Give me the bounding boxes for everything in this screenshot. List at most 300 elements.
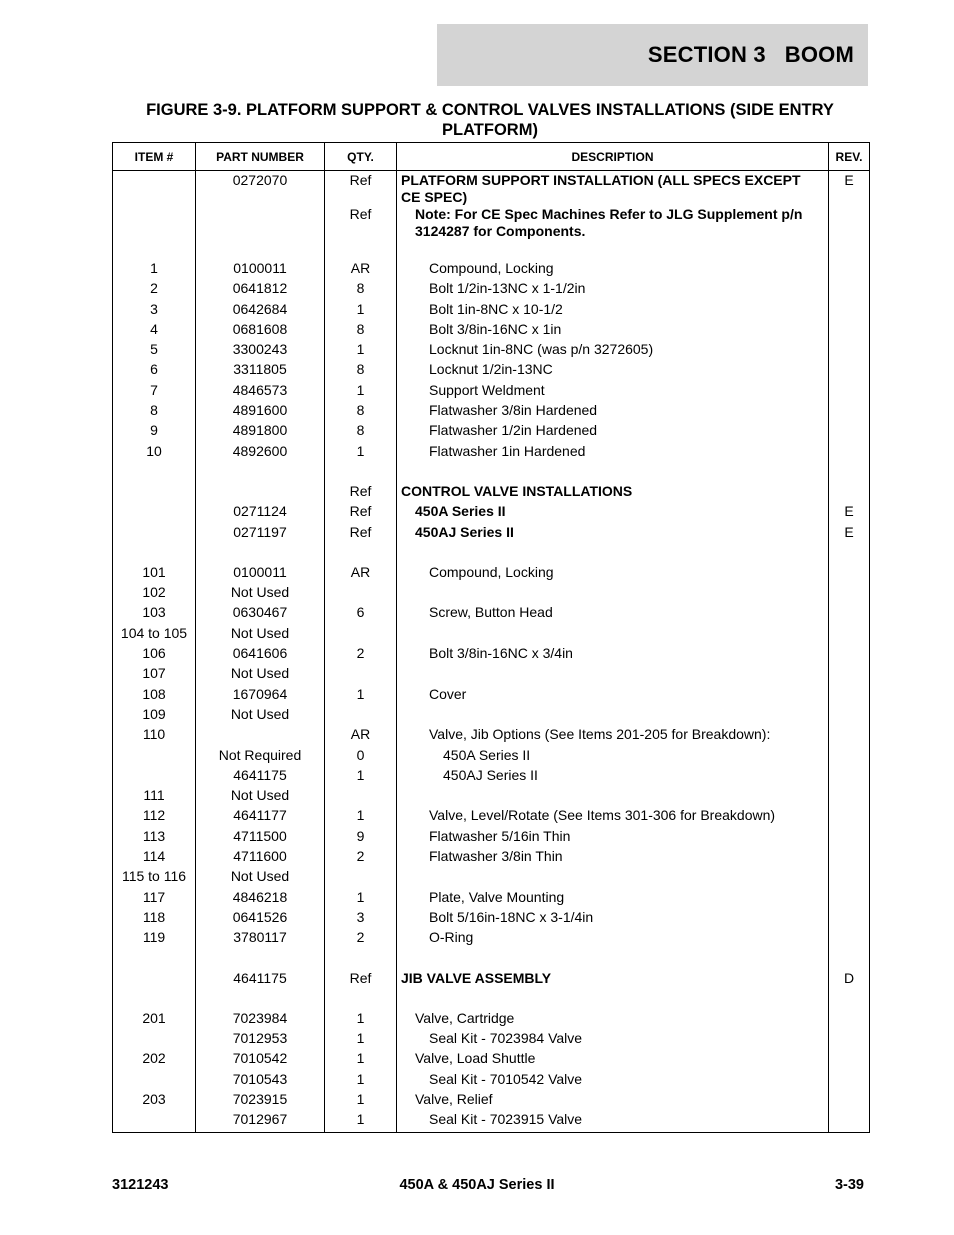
description-text: Valve, Level/Rotate (See Items 301-306 for Breakdown) <box>429 807 776 824</box>
item-cell <box>113 970 196 990</box>
spacer-cell <box>829 950 870 970</box>
part-number-cell: Not Used <box>196 584 325 604</box>
rev-cell <box>829 665 870 685</box>
rev-cell <box>829 280 870 300</box>
description-text: Screw, Button Head <box>429 604 553 621</box>
description-text: 450AJ Series II <box>415 523 514 540</box>
description-cell <box>397 706 829 726</box>
spacer-cell <box>397 240 829 260</box>
part-number-cell: Not Used <box>196 868 325 888</box>
description-cell <box>397 1091 829 1111</box>
description-cell <box>397 171 829 207</box>
qty-cell: 0 <box>325 747 397 767</box>
rev-cell <box>829 929 870 949</box>
part-number-cell: Not Used <box>196 706 325 726</box>
rev-cell <box>829 625 870 645</box>
description-text: CONTROL VALVE INSTALLATIONS <box>401 482 633 499</box>
description-cell <box>397 970 829 990</box>
spacer-cell <box>325 240 397 260</box>
part-number-cell: 1670964 <box>196 686 325 706</box>
qty-cell: 1 <box>325 301 397 321</box>
rev-cell <box>829 604 870 624</box>
part-number-cell: 4711500 <box>196 828 325 848</box>
rev-cell <box>829 301 870 321</box>
part-number-cell: 4891600 <box>196 402 325 422</box>
qty-cell: 1 <box>325 1030 397 1050</box>
rev-cell <box>829 564 870 584</box>
rev-cell <box>829 868 870 888</box>
rev-cell: E <box>829 524 870 544</box>
table-row <box>113 1010 870 1030</box>
qty-cell: 1 <box>325 382 397 402</box>
table-row <box>113 483 870 503</box>
item-cell: 1 <box>113 260 196 280</box>
part-number-cell <box>196 483 325 503</box>
rev-cell: E <box>829 171 870 207</box>
description-text: Valve, Cartridge <box>415 1009 515 1026</box>
description-cell <box>397 747 829 767</box>
item-cell: 102 <box>113 584 196 604</box>
table-row <box>113 1111 870 1132</box>
rev-cell <box>829 686 870 706</box>
description-text: Locknut 1in-8NC (was p/n 3272605) <box>429 341 654 358</box>
part-number-cell: 4846573 <box>196 382 325 402</box>
table-row <box>113 422 870 442</box>
header-qty: QTY. <box>325 143 397 171</box>
part-number-cell: 7023915 <box>196 1091 325 1111</box>
description-cell <box>397 625 829 645</box>
qty-cell: 1 <box>325 889 397 909</box>
table-row <box>113 171 870 207</box>
rev-cell <box>829 402 870 422</box>
description-text: Compound, Locking <box>429 563 554 580</box>
item-cell <box>113 1111 196 1132</box>
description-cell <box>397 422 829 442</box>
description-cell <box>397 321 829 341</box>
qty-cell: 1 <box>325 1050 397 1070</box>
description-cell <box>397 848 829 868</box>
item-cell: 110 <box>113 726 196 746</box>
table-spacer-row <box>113 240 870 260</box>
item-cell: 103 <box>113 604 196 624</box>
part-number-cell: Not Used <box>196 625 325 645</box>
item-cell <box>113 524 196 544</box>
rev-cell <box>829 726 870 746</box>
spacer-cell <box>829 463 870 483</box>
part-number-cell: Not Used <box>196 787 325 807</box>
description-cell <box>397 1010 829 1030</box>
spacer-cell <box>113 950 196 970</box>
part-number-cell: 0100011 <box>196 260 325 280</box>
rev-cell <box>829 443 870 463</box>
rev-cell <box>829 909 870 929</box>
rev-cell <box>829 807 870 827</box>
item-cell: 6 <box>113 361 196 381</box>
spacer-cell <box>113 463 196 483</box>
description-text: Note: For CE Spec Machines Refer to JLG Supplement p/n 3124287 for Components. <box>415 206 803 239</box>
description-text: Flatwasher 1/2in Hardened <box>429 422 598 439</box>
description-cell <box>397 665 829 685</box>
part-number-cell: Not Used <box>196 665 325 685</box>
table-spacer-row <box>113 463 870 483</box>
description-cell <box>397 301 829 321</box>
spacer-cell <box>397 950 829 970</box>
part-number-cell: 4892600 <box>196 443 325 463</box>
table-row <box>113 625 870 645</box>
description-cell <box>397 726 829 746</box>
spacer-cell <box>325 544 397 564</box>
table-row <box>113 1091 870 1111</box>
table-row <box>113 1050 870 1070</box>
table-row <box>113 604 870 624</box>
description-text: Flatwasher 1in Hardened <box>429 442 586 459</box>
part-number-cell: 7010542 <box>196 1050 325 1070</box>
part-number-cell <box>196 206 325 240</box>
item-cell: 117 <box>113 889 196 909</box>
description-cell <box>397 868 829 888</box>
table-row <box>113 361 870 381</box>
description-cell <box>397 1050 829 1070</box>
table-row <box>113 1071 870 1091</box>
description-text: Bolt 1in-8NC x 10-1/2 <box>429 300 563 317</box>
qty-cell: AR <box>325 726 397 746</box>
description-text: 450A Series II <box>415 503 506 520</box>
description-text: PLATFORM SUPPORT INSTALLATION (ALL SPECS EXCEPT CE SPEC) <box>401 172 801 205</box>
item-cell: 115 to 116 <box>113 868 196 888</box>
item-cell: 109 <box>113 706 196 726</box>
rev-cell <box>829 1111 870 1132</box>
spacer-cell <box>196 240 325 260</box>
qty-cell: AR <box>325 260 397 280</box>
part-number-cell: 4641177 <box>196 807 325 827</box>
table-row <box>113 443 870 463</box>
description-cell <box>397 604 829 624</box>
spacer-cell <box>829 240 870 260</box>
part-number-cell: 0642684 <box>196 301 325 321</box>
header-item: ITEM # <box>113 143 196 171</box>
spacer-cell <box>113 544 196 564</box>
qty-cell: 3 <box>325 909 397 929</box>
rev-cell <box>829 1050 870 1070</box>
part-number-cell: 4711600 <box>196 848 325 868</box>
description-text: Plate, Valve Mounting <box>429 888 565 905</box>
description-text: Bolt 1/2in-13NC x 1-1/2in <box>429 280 586 297</box>
qty-cell: 8 <box>325 402 397 422</box>
qty-cell: 9 <box>325 828 397 848</box>
description-cell <box>397 889 829 909</box>
table-row <box>113 280 870 300</box>
part-number-cell: 0271197 <box>196 524 325 544</box>
rev-cell <box>829 787 870 807</box>
item-cell: 201 <box>113 1010 196 1030</box>
qty-cell <box>325 665 397 685</box>
qty-cell: 2 <box>325 848 397 868</box>
item-cell: 108 <box>113 686 196 706</box>
item-cell: 106 <box>113 645 196 665</box>
description-cell <box>397 584 829 604</box>
qty-cell: 1 <box>325 1091 397 1111</box>
qty-cell: 8 <box>325 361 397 381</box>
rev-cell <box>829 706 870 726</box>
table-row <box>113 889 870 909</box>
qty-cell: 8 <box>325 422 397 442</box>
table-row <box>113 868 870 888</box>
description-cell <box>397 929 829 949</box>
parts-table-body <box>113 171 870 1133</box>
part-number-cell: 0272070 <box>196 171 325 207</box>
item-cell <box>113 503 196 523</box>
item-cell: 113 <box>113 828 196 848</box>
part-number-cell: 3300243 <box>196 341 325 361</box>
item-cell: 104 to 105 <box>113 625 196 645</box>
qty-cell: Ref <box>325 206 397 240</box>
item-cell: 119 <box>113 929 196 949</box>
table-row <box>113 645 870 665</box>
item-cell: 2 <box>113 280 196 300</box>
rev-cell <box>829 1071 870 1091</box>
table-row <box>113 787 870 807</box>
table-row <box>113 206 870 240</box>
table-row <box>113 909 870 929</box>
qty-cell: 2 <box>325 929 397 949</box>
qty-cell: 8 <box>325 321 397 341</box>
description-text: Support Weldment <box>429 381 545 398</box>
description-cell <box>397 828 829 848</box>
spacer-cell <box>829 544 870 564</box>
description-cell <box>397 787 829 807</box>
qty-cell: Ref <box>325 503 397 523</box>
description-cell <box>397 361 829 381</box>
footer-doc-number: 3121243 <box>112 1177 169 1193</box>
item-cell <box>113 747 196 767</box>
part-number-cell: 0100011 <box>196 564 325 584</box>
description-cell <box>397 807 829 827</box>
qty-cell: 1 <box>325 1010 397 1030</box>
rev-cell <box>829 382 870 402</box>
spacer-cell <box>113 240 196 260</box>
item-cell <box>113 483 196 503</box>
rev-cell <box>829 828 870 848</box>
header-part-number: PART NUMBER <box>196 143 325 171</box>
qty-cell: Ref <box>325 171 397 207</box>
item-cell: 112 <box>113 807 196 827</box>
header-description: DESCRIPTION <box>397 143 829 171</box>
rev-cell <box>829 321 870 341</box>
table-row <box>113 564 870 584</box>
table-row <box>113 726 870 746</box>
rev-cell <box>829 361 870 381</box>
part-number-cell: 7010543 <box>196 1071 325 1091</box>
item-cell: 111 <box>113 787 196 807</box>
item-cell: 101 <box>113 564 196 584</box>
rev-cell <box>829 483 870 503</box>
description-cell <box>397 645 829 665</box>
item-cell: 202 <box>113 1050 196 1070</box>
spacer-cell <box>325 950 397 970</box>
description-text: O-Ring <box>429 929 474 946</box>
table-row <box>113 1030 870 1050</box>
rev-cell <box>829 260 870 280</box>
part-number-cell: 4641175 <box>196 767 325 787</box>
item-cell: 118 <box>113 909 196 929</box>
part-number-cell: 7012967 <box>196 1111 325 1132</box>
description-text: Seal Kit - 7023915 Valve <box>429 1111 583 1128</box>
qty-cell: 1 <box>325 341 397 361</box>
rev-cell <box>829 1010 870 1030</box>
table-row <box>113 747 870 767</box>
description-text: Valve, Jib Options (See Items 201-205 for Breakdown): <box>429 726 771 743</box>
rev-cell <box>829 584 870 604</box>
item-cell: 9 <box>113 422 196 442</box>
description-text: JIB VALVE ASSEMBLY <box>401 969 552 986</box>
item-cell: 114 <box>113 848 196 868</box>
item-cell <box>113 1030 196 1050</box>
description-cell <box>397 767 829 787</box>
description-text: Bolt 3/8in-16NC x 1in <box>429 320 562 337</box>
item-cell: 3 <box>113 301 196 321</box>
qty-cell: Ref <box>325 483 397 503</box>
description-cell <box>397 280 829 300</box>
description-text: Compound, Locking <box>429 260 554 276</box>
rev-cell <box>829 1030 870 1050</box>
table-spacer-row <box>113 990 870 1010</box>
spacer-cell <box>325 463 397 483</box>
table-spacer-row <box>113 950 870 970</box>
qty-cell: 1 <box>325 807 397 827</box>
part-number-cell: 4641175 <box>196 970 325 990</box>
part-number-cell: 0641606 <box>196 645 325 665</box>
section-title: SECTION 3 BOOM <box>647 42 854 67</box>
description-cell <box>397 1071 829 1091</box>
description-text: Seal Kit - 7010542 Valve <box>429 1070 583 1087</box>
description-text: 450A Series II <box>443 746 531 763</box>
rev-cell <box>829 341 870 361</box>
part-number-cell: 0641812 <box>196 280 325 300</box>
description-cell <box>397 564 829 584</box>
item-cell: 5 <box>113 341 196 361</box>
qty-cell: AR <box>325 564 397 584</box>
description-text: Bolt 5/16in-18NC x 3-1/4in <box>429 908 594 925</box>
description-text: Flatwasher 3/8in Thin <box>429 848 563 865</box>
qty-cell: 1 <box>325 686 397 706</box>
table-row <box>113 260 870 280</box>
table-row <box>113 382 870 402</box>
description-cell <box>397 483 829 503</box>
table-row <box>113 970 870 990</box>
description-text: Locknut 1/2in-13NC <box>429 361 553 378</box>
qty-cell <box>325 584 397 604</box>
description-cell <box>397 686 829 706</box>
part-number-cell: 7023984 <box>196 1010 325 1030</box>
part-number-cell: 0630467 <box>196 604 325 624</box>
table-row <box>113 584 870 604</box>
header-rev: REV. <box>829 143 870 171</box>
qty-cell <box>325 625 397 645</box>
table-row <box>113 848 870 868</box>
part-number-cell: 7012953 <box>196 1030 325 1050</box>
description-cell <box>397 402 829 422</box>
description-cell <box>397 382 829 402</box>
description-text: Flatwasher 3/8in Hardened <box>429 402 598 419</box>
part-number-cell: 4891800 <box>196 422 325 442</box>
description-text: Valve, Load Shuttle <box>415 1050 536 1067</box>
parts-table <box>112 142 870 1133</box>
part-number-cell: 0681608 <box>196 321 325 341</box>
description-cell <box>397 260 829 280</box>
qty-cell: 8 <box>325 280 397 300</box>
qty-cell: Ref <box>325 970 397 990</box>
item-cell: 107 <box>113 665 196 685</box>
rev-cell <box>829 1091 870 1111</box>
qty-cell: 1 <box>325 1111 397 1132</box>
table-row <box>113 807 870 827</box>
spacer-cell <box>196 544 325 564</box>
description-text: Valve, Relief <box>415 1090 493 1107</box>
spacer-cell <box>397 463 829 483</box>
qty-cell: 1 <box>325 443 397 463</box>
item-cell <box>113 171 196 207</box>
qty-cell <box>325 868 397 888</box>
description-cell <box>397 909 829 929</box>
rev-cell <box>829 422 870 442</box>
table-header-row <box>113 143 870 171</box>
table-row <box>113 767 870 787</box>
spacer-cell <box>113 990 196 1010</box>
table-row <box>113 686 870 706</box>
spacer-cell <box>325 990 397 1010</box>
item-cell: 4 <box>113 321 196 341</box>
part-number-cell <box>196 726 325 746</box>
description-text: Seal Kit - 7023984 Valve <box>429 1030 583 1047</box>
item-cell <box>113 1071 196 1091</box>
part-number-cell: 3780117 <box>196 929 325 949</box>
description-text: Cover <box>429 685 467 702</box>
rev-cell: E <box>829 503 870 523</box>
table-row <box>113 402 870 422</box>
description-text: Flatwasher 5/16in Thin <box>429 827 571 844</box>
spacer-cell <box>196 463 325 483</box>
table-row <box>113 665 870 685</box>
qty-cell <box>325 706 397 726</box>
rev-cell <box>829 848 870 868</box>
part-number-cell: 0271124 <box>196 503 325 523</box>
table-row <box>113 301 870 321</box>
spacer-cell <box>829 990 870 1010</box>
spacer-cell <box>397 990 829 1010</box>
part-number-cell: Not Required <box>196 747 325 767</box>
section-banner <box>437 24 868 86</box>
table-row <box>113 828 870 848</box>
qty-cell: 2 <box>325 645 397 665</box>
item-cell <box>113 767 196 787</box>
item-cell <box>113 206 196 240</box>
description-cell <box>397 1030 829 1050</box>
spacer-cell <box>196 990 325 1010</box>
footer-model: 450A & 450AJ Series II <box>399 1177 555 1193</box>
table-row <box>113 929 870 949</box>
table-row <box>113 524 870 544</box>
description-cell <box>397 443 829 463</box>
qty-cell <box>325 787 397 807</box>
qty-cell: Ref <box>325 524 397 544</box>
figure-title: FIGURE 3-9. PLATFORM SUPPORT & CONTROL VALVES INSTALLATIONS (SIDE ENTRY PLATFORM) <box>146 101 834 139</box>
part-number-cell: 0641526 <box>196 909 325 929</box>
item-cell: 203 <box>113 1091 196 1111</box>
qty-cell: 6 <box>325 604 397 624</box>
footer-page-number: 3-39 <box>834 1177 864 1193</box>
description-text: 450AJ Series II <box>443 766 538 783</box>
qty-cell: 1 <box>325 1071 397 1091</box>
